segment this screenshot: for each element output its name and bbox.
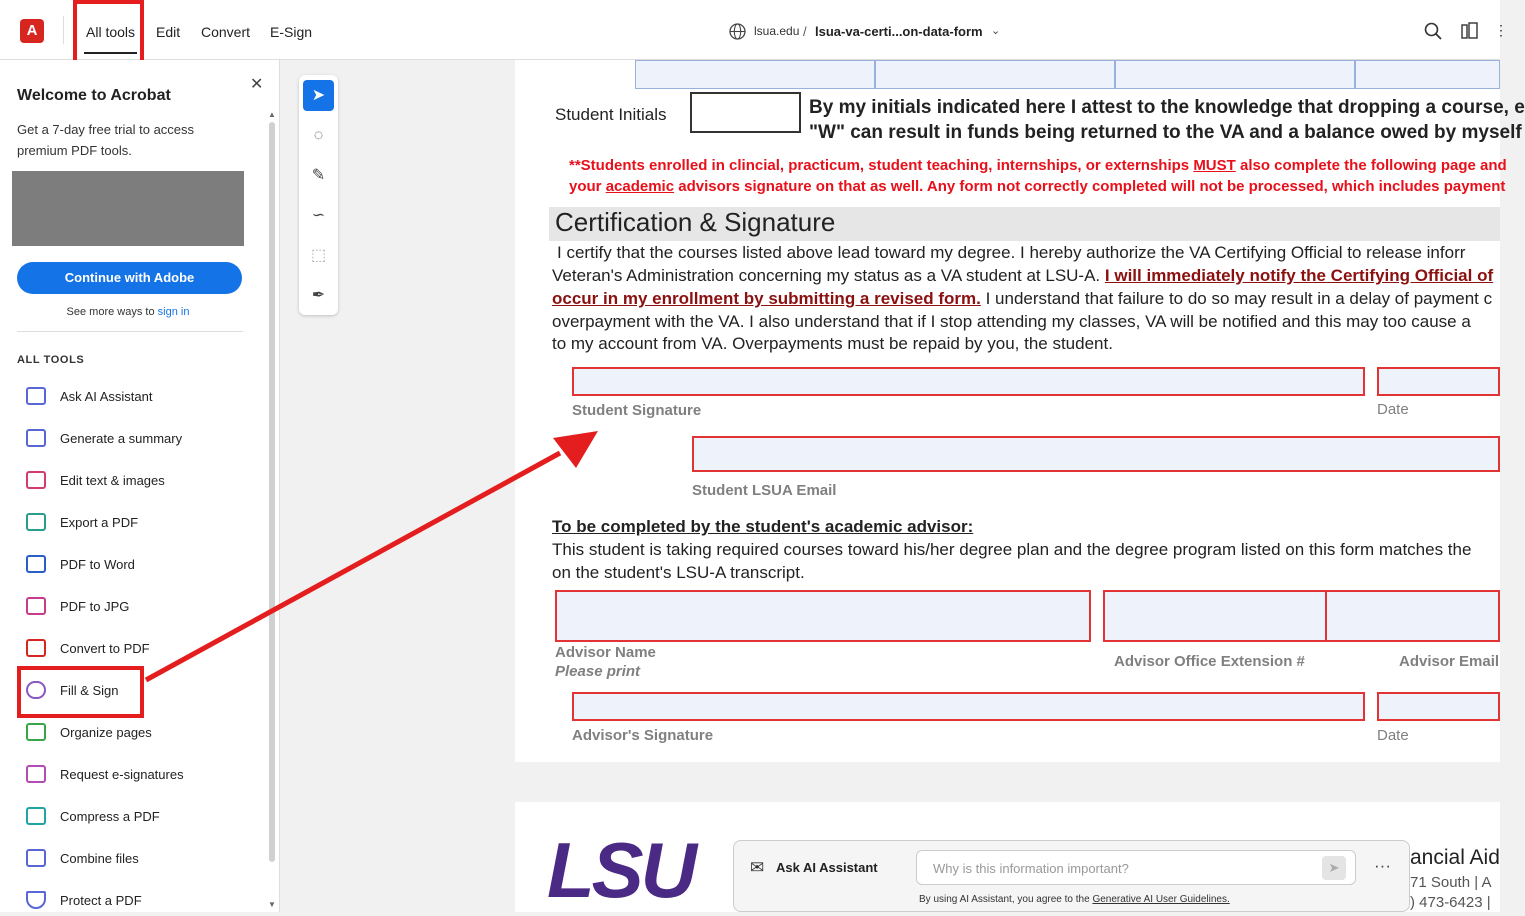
warning-academic: academic (605, 178, 675, 195)
trial-text: Get a 7-day free trial to access premium PDF tools. (17, 122, 195, 158)
cert-text: I understand that failure to do so may result in a delay of payment c (985, 289, 1493, 308)
date-label: Date (1377, 727, 1409, 744)
student-email-label: Student LSUA Email (692, 482, 837, 499)
address-line: 71 South | A (1410, 874, 1492, 891)
cert-emphasis: I will immediately notify the Certifying Official of (1104, 266, 1494, 285)
advisor-line-1: This student is taking required courses toward his/her degree plan and the degree program listed on this form matches the (552, 540, 1472, 559)
comment-icon[interactable]: ◌ (313, 127, 324, 144)
continue-with-adobe-button[interactable]: Continue with Adobe (17, 262, 242, 294)
cert-line-4: overpayment with the VA. I also understand that if I stop attending my classes, VA will be notified and this may too cause a (552, 312, 1471, 331)
tool-label: Request e-signatures (60, 767, 184, 782)
attest-line-1: By my initials indicated here I attest to the knowledge that dropping a course, e (809, 97, 1525, 118)
financial-aid-heading: ancial Aid (1410, 846, 1500, 869)
more-ways-label: See more ways to (66, 306, 155, 318)
student-initials-label: Student Initials (555, 105, 667, 124)
advisor-signature-label: Advisor's Signature (572, 727, 714, 744)
advisor-name-label: Advisor Name (555, 644, 656, 661)
tool-label: PDF to JPG (60, 599, 130, 614)
acrobat-logo-icon[interactable]: A (20, 19, 44, 43)
student-signature-label: Student Signature (572, 402, 702, 419)
ai-input-placeholder: Why is this information important? (933, 861, 1129, 876)
breadcrumb-separator: / (803, 24, 807, 39)
sign-in-link[interactable]: sign in (157, 306, 190, 318)
tool-label: Export a PDF (60, 515, 139, 530)
tool-label: Ask AI Assistant (60, 389, 153, 404)
arrow-line (146, 453, 560, 680)
scroll-down-icon[interactable]: ▼ (268, 900, 276, 909)
warning-text: advisors signature on that as well. Any form not correctly completed will not be processed, which includes payment (678, 178, 1506, 195)
tab-convert[interactable]: Convert (201, 24, 251, 40)
tool-label: Organize pages (60, 725, 152, 740)
select-cursor-icon[interactable]: ➤ (303, 80, 334, 111)
sidebar-title: Welcome to Acrobat (17, 87, 171, 104)
tool-label: Combine files (60, 851, 139, 866)
warning-text: your (569, 178, 602, 195)
more-options-icon[interactable]: ··· (1374, 856, 1391, 875)
cert-line-5: to my account from VA. Overpayments must be repaid by you, the student. (552, 334, 1113, 353)
lsu-logo: LSU (547, 826, 694, 914)
attest-line-2: "W" can result in funds being returned to the VA and a balance owed by myself (809, 122, 1522, 143)
ai-assistant-label: Ask AI Assistant (776, 860, 878, 875)
document-filename[interactable]: lsua-va-certi...on-data-form (815, 24, 983, 39)
close-icon[interactable]: ✕ (250, 76, 264, 93)
warning-must: MUST (1193, 157, 1236, 174)
advisor-line-2: on the student's LSU-A transcript. (552, 563, 805, 582)
scroll-up-icon[interactable]: ▲ (268, 110, 276, 119)
tab-e-sign[interactable]: E-Sign (270, 24, 313, 40)
draw-lasso-icon[interactable]: ∽ (311, 207, 326, 224)
warning-text: **Students enrolled in clincial, practicum, student teaching, internships, or externships (569, 157, 1190, 174)
tab-edit[interactable]: Edit (156, 24, 181, 40)
more-icon[interactable]: ⋮ (1494, 22, 1508, 38)
tool-label: Generate a summary (60, 431, 183, 446)
ai-chat-icon: ✉ (750, 858, 765, 877)
highlight-pen-icon[interactable]: ✎ (311, 167, 326, 184)
advisor-email-label: Advisor Email (1399, 653, 1500, 670)
disclaimer-text: By using AI Assistant, you agree to the (919, 894, 1090, 905)
advisor-heading: To be completed by the student's academic advisor: (552, 517, 974, 536)
tool-label: Fill & Sign (60, 683, 119, 698)
tool-label: Protect a PDF (60, 893, 142, 908)
chevron-down-icon[interactable]: ⌄ (991, 25, 1001, 37)
tool-label: Compress a PDF (60, 809, 160, 824)
tab-all-tools[interactable]: All tools (86, 24, 136, 40)
advisor-extension-label: Advisor Office Extension # (1114, 653, 1305, 670)
arrow-head (553, 431, 598, 468)
tool-label: Convert to PDF (60, 641, 150, 656)
cert-emphasis: occur in my enrollment by submitting a revised form. (552, 289, 981, 308)
text-box-icon[interactable]: ⬚ (310, 247, 327, 264)
cert-heading: Certification & Signature (555, 207, 836, 237)
cert-line-1: I certify that the courses listed above lead toward my degree. I hereby authorize the VA Certifying Official to release inforr (557, 243, 1466, 262)
please-print-label: Please print (555, 663, 641, 680)
warning-text: also complete the following page and (1239, 157, 1507, 174)
guidelines-link[interactable]: Generative AI User Guidelines. (1092, 894, 1230, 905)
date-label: Date (1377, 401, 1409, 418)
section-heading: ALL TOOLS (17, 354, 85, 366)
send-icon[interactable]: ➤ (1322, 856, 1346, 880)
breadcrumb-domain[interactable]: lsua.edu (754, 24, 800, 38)
tool-label: Edit text & images (60, 473, 165, 488)
cert-text: Veteran's Administration concerning my status as a VA student at LSU-A. (552, 266, 1101, 285)
phone-line: ) 473-6423 | (1410, 894, 1491, 911)
tool-label: PDF to Word (60, 557, 135, 572)
sign-pen-icon[interactable]: ✒ (311, 287, 326, 304)
